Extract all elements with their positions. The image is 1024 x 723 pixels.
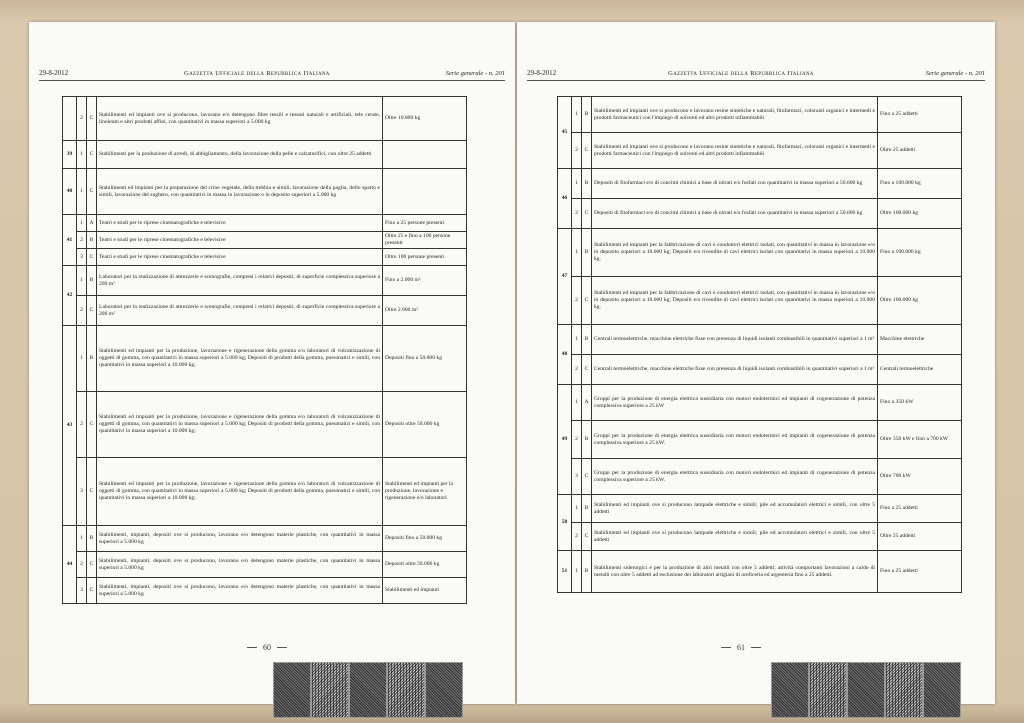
activity-limit: [383, 141, 467, 169]
activity-description: Stabilimenti, impianti, depositi ove si producono, lavorano e/o detengono materie plastiche, con quantitativi in massa superiori a 5.000 kg: [97, 552, 383, 578]
table-row: [558, 277, 962, 325]
activity-limit: Stabilimenti ed impianti: [383, 578, 467, 604]
category-letter: B: [87, 326, 97, 392]
barcode-image: [425, 662, 463, 718]
category-letter: C: [582, 133, 592, 169]
category-letter: C: [87, 249, 97, 266]
activity-description: Stabilimenti ed impianti ove si producono, lavorano e/o detengono fibre tessili e tessuti naturali e artificiali, tele cerate, linoleum e altri prodotti affini, con quantitativi in massa superiori a 5.000 kg: [97, 97, 383, 141]
activity-limit: Fino a 350 kW: [878, 385, 962, 421]
activity-description: Laboratori per la realizzazione di attrezzerie e scenografie, compresi i relativi depositi, di superficie complessiva superiore a 200 m²: [97, 296, 383, 326]
activity-limit: Depositi fino a 50.000 kg: [383, 326, 467, 392]
activity-description: Teatri e studi per le riprese cinematografiche e televisive: [97, 249, 383, 266]
table-row: [558, 229, 962, 277]
category-letter: C: [87, 169, 97, 215]
category-letter: B: [87, 266, 97, 296]
barcode-image: [885, 662, 923, 718]
activity-limit: Fino a 100.000 kg: [878, 229, 962, 277]
category-letter: C: [582, 523, 592, 551]
header-gazette-title: Gazzetta Ufficiale della Repubblica Italiana: [184, 69, 330, 77]
activity-limit: Depositi fino a 50.000 kg: [383, 526, 467, 552]
activity-description: Gruppi per la produzione di energia elettrica sussidiaria con motori endotermici ed impianti di cogenerazione di potenza complessiva superiore a 25 kW.: [592, 459, 878, 495]
table-row: [558, 355, 962, 385]
table-row: [558, 325, 962, 355]
subcategory-number: 1: [77, 169, 87, 215]
activity-description: Stabilimenti ed impianti ove si producono e lavorano resine sintetiche e naturali, fitofarmaci, coloranti organici e intermedi e prodotti farmaceutici con l'impiego di solventi ed altri prodotti infiammabili: [592, 133, 878, 169]
barcode-image: [273, 662, 311, 718]
category-letter: C: [582, 355, 592, 385]
category-letter: B: [582, 97, 592, 133]
activity-description: Stabilimenti, impianti, depositi ove si producono, lavorano e/o detengono materie plastiche, con quantitativi in massa superiori a 5.000 kg: [97, 578, 383, 604]
barcode-image: [847, 662, 885, 718]
subcategory-number: 1: [77, 215, 87, 232]
barcode-image: [771, 662, 809, 718]
table-row: [558, 169, 962, 199]
subcategory-number: 2: [77, 392, 87, 458]
barcode-image: [311, 662, 349, 718]
page-number-dash: [751, 647, 761, 648]
header-series: Serie generale - n. 201: [445, 69, 505, 77]
table-row: [63, 249, 467, 266]
activity-description: Stabilimenti ed impianti per la fabbricazione di cavi e conduttori elettrici isolati, con quantitativi in massa in lavorazione e/o in deposito superiori a 10.000 kg; Depositi e/o rivendite di cavi elettrici isolati con quantitativi in massa superiori a 10.000 kg.: [592, 277, 878, 325]
category-letter: C: [87, 97, 97, 141]
activity-description: Stabilimenti ed impianti per la produzione, lavorazione e rigenerazione della gomma e/o laboratori di vulcanizzazione di oggetti di gomma, con quantitativi in massa superiori a 5.000 kg; Depositi di prodotti della gomma, pneumatici e simili, con quantitativi in massa superiori a 10.000 kg;: [97, 392, 383, 458]
activity-description: Stabilimenti, impianti, depositi ove si producono, lavorano e/o detengono materie plastiche, con quantitativi in massa superiori a 5.000 kg: [97, 526, 383, 552]
subcategory-number: 2: [572, 133, 582, 169]
activity-limit: Oltre 25 addetti: [878, 523, 962, 551]
table-row: [63, 552, 467, 578]
activity-number: 43: [63, 326, 77, 526]
subcategory-number: 2: [572, 199, 582, 229]
subcategory-number: 1: [572, 495, 582, 523]
activity-number: 50: [558, 495, 572, 551]
subcategory-number: 3: [77, 249, 87, 266]
activity-limit: Fino a 2.000 m²: [383, 266, 467, 296]
activity-description: Centrali termoelettriche, macchine elettriche fisse con presenza di liquidi isolanti combustibili in quantitativi superiori a 1 m³: [592, 325, 878, 355]
activity-limit: Depositi oltre 50.000 kg: [383, 392, 467, 458]
subcategory-number: 2: [77, 232, 87, 249]
subcategory-number: 2: [77, 296, 87, 326]
table-row: [558, 459, 962, 495]
activity-limit: Oltre 100 persone presenti: [383, 249, 467, 266]
activity-number: 46: [558, 169, 572, 229]
activity-description: Stabilimenti per la produzione di arredi, di abbigliamento, della lavorazione della pelle e calzaturifici, con oltre 25 addetti: [97, 141, 383, 169]
table-row: [63, 266, 467, 296]
activity-number: 47: [558, 229, 572, 325]
activity-limit: Macchine elettriche: [878, 325, 962, 355]
category-letter: B: [582, 325, 592, 355]
activity-limit: Oltre 700 kW: [878, 459, 962, 495]
activity-description: Teatri e studi per le riprese cinematografiche e televisive: [97, 232, 383, 249]
page-left: [29, 22, 515, 704]
subcategory-number: 1: [572, 169, 582, 199]
table-row: [558, 495, 962, 523]
activities-table: [557, 96, 962, 593]
category-letter: A: [582, 385, 592, 421]
subcategory-number: 1: [77, 266, 87, 296]
table-row: [63, 97, 467, 141]
category-letter: A: [87, 215, 97, 232]
subcategory-number: 2: [77, 552, 87, 578]
barcode-image: [809, 662, 847, 718]
activity-limit: Oltre 100.000 kg: [878, 199, 962, 229]
table-row: [63, 232, 467, 249]
activity-limit: Depositi oltre 50.000 kg: [383, 552, 467, 578]
activity-description: Stabilimenti ed impianti ove si producono e lavorano resine sintetiche e naturali, fitofarmaci, coloranti organici e intermedi e prodotti farmaceutici con l'impiego di solventi ed altri prodotti infiammabili: [592, 97, 878, 133]
category-letter: C: [582, 459, 592, 495]
table-row: [63, 215, 467, 232]
activity-limit: Oltre 350 kW e fino a 700 kW: [878, 421, 962, 459]
activity-limit: [383, 169, 467, 215]
subcategory-number: 1: [77, 526, 87, 552]
activity-description: Stabilimenti ed impianti ove si producono lampade elettriche e simili; pile ed accumulatori elettrici e simili, con oltre 5 addetti: [592, 495, 878, 523]
page-number-value: 61: [737, 643, 745, 652]
subcategory-number: 3: [77, 578, 87, 604]
activity-limit: Fino a 100.000 kg: [878, 169, 962, 199]
activity-description: Gruppi per la produzione di energia elettrica sussidiaria con motori endotermici ed impianti di cogenerazione di potenza complessiva superiore a 25 kW.: [592, 421, 878, 459]
activity-limit: Oltre 25 addetti: [878, 133, 962, 169]
barcode-image: [349, 662, 387, 718]
category-letter: C: [87, 552, 97, 578]
subcategory-number: 2: [572, 421, 582, 459]
activity-number: 42: [63, 266, 77, 326]
activity-number: 39: [63, 141, 77, 169]
page-number: [247, 643, 287, 652]
table-row: [63, 578, 467, 604]
page-number-dash: [277, 647, 287, 648]
subcategory-number: 1: [572, 97, 582, 133]
activity-description: Centrali termoelettriche, macchine elettriche fisse con presenza di liquidi isolanti combustibili in quantitativi superiori a 1 m³: [592, 355, 878, 385]
page-number-value: 60: [263, 643, 271, 652]
activity-description: Gruppi per la produzione di energia elettrica sussidiaria con motori endotermici ed impianti di cogenerazione di potenza complessiva superiore a 25 kW: [592, 385, 878, 421]
activity-description: Depositi di fitofarmaci e/o di concimi chimici a base di nitrati e/o fosfati con quantitativi in massa superiori a 50.000 kg: [592, 169, 878, 199]
header-date: 29-8-2012: [527, 69, 557, 77]
activity-limit: Fino a 25 addetti: [878, 495, 962, 523]
activity-limit: Oltre 100.000 kg: [878, 277, 962, 325]
subcategory-number: 2: [572, 523, 582, 551]
subcategory-number: 1: [572, 551, 582, 593]
category-letter: C: [87, 392, 97, 458]
table-row: [63, 326, 467, 392]
activity-description: Depositi di fitofarmaci e/o di concimi chimici a base di nitrati e/o fosfati con quantitativi in massa superiori a 50.000 kg: [592, 199, 878, 229]
activity-limit: Stabilimenti ed impianti per la produzione, lavorazione e rigenerazione e/o laboratori: [383, 458, 467, 526]
activity-description: Stabilimenti ed impianti per la produzione, lavorazione e rigenerazione della gomma e/o laboratori di vulcanizzazione di oggetti di gomma, con quantitativi in massa superiori a 5.000 kg; Depositi di prodotti della gomma, pneumatici e simili, con quantitativi in massa superiori a 10.000 kg;: [97, 458, 383, 526]
activity-description: Laboratori per la realizzazione di attrezzerie e scenografie, compresi i relativi depositi, di superficie complessiva superiore a 200 m²: [97, 266, 383, 296]
category-letter: C: [582, 199, 592, 229]
table-row: [63, 169, 467, 215]
category-letter: B: [582, 229, 592, 277]
category-letter: C: [87, 578, 97, 604]
table-row: [63, 141, 467, 169]
subcategory-number: 3: [77, 458, 87, 526]
page-header: [39, 66, 505, 81]
category-letter: B: [87, 232, 97, 249]
activity-limit: Fino a 25 addetti: [878, 551, 962, 593]
activity-description: Stabilimenti siderurgici e per la produzione di altri metalli con oltre 5 addetti; attività comportanti lavorazioni a caldo di metalli con oltre 5 addetti ad esclusione dei laboratori artigiani di oreficeria ed argenteria fino a 25 addetti.: [592, 551, 878, 593]
activity-description: Stabilimenti ed impianti per la preparazione del crine vegetale, della trebbia e simili, lavorazione della paglia, dello sparto e simili, lavorazione del sughero, con quantitativi in massa in lavorazione o in deposito superiori a 5.000 kg: [97, 169, 383, 215]
category-letter: B: [582, 551, 592, 593]
activity-number: 44: [63, 526, 77, 604]
category-letter: B: [87, 526, 97, 552]
table-row: [558, 523, 962, 551]
activity-number: [63, 97, 77, 141]
activity-limit: Fino a 25 addetti: [878, 97, 962, 133]
table-row: [558, 421, 962, 459]
barcode-image: [387, 662, 425, 718]
header-gazette-title: Gazzetta Ufficiale della Repubblica Italiana: [668, 69, 814, 77]
activity-number: 49: [558, 385, 572, 495]
subcategory-number: 1: [572, 325, 582, 355]
category-letter: C: [582, 277, 592, 325]
page-number-dash: [247, 647, 257, 648]
table-row: [558, 97, 962, 133]
subcategory-number: 1: [77, 326, 87, 392]
page-number: [721, 643, 761, 652]
table-row: [558, 551, 962, 593]
activity-number: 45: [558, 97, 572, 169]
barcode-image: [923, 662, 961, 718]
category-letter: C: [87, 141, 97, 169]
subcategory-number: 2: [77, 97, 87, 141]
table-row: [558, 199, 962, 229]
activity-description: Stabilimenti ed impianti per la fabbricazione di cavi e conduttori elettrici isolati, con quantitativi in massa in lavorazione e/o in deposito superiori a 10.000 kg; Depositi e/o rivendite di cavi elettrici isolati con quantitativi in massa superiori a 10.000 kg.: [592, 229, 878, 277]
activities-table: [62, 96, 467, 604]
table-row: [63, 392, 467, 458]
subcategory-number: 2: [572, 277, 582, 325]
table-row: [63, 296, 467, 326]
category-letter: B: [582, 495, 592, 523]
page-right: [517, 22, 995, 704]
header-series: Serie generale - n. 201: [925, 69, 985, 77]
activity-number: 40: [63, 169, 77, 215]
activity-limit: Oltre 2.000 m²: [383, 296, 467, 326]
table-row: [63, 458, 467, 526]
page-number-dash: [721, 647, 731, 648]
category-letter: B: [582, 421, 592, 459]
activity-number: 51: [558, 551, 572, 593]
table-row: [63, 526, 467, 552]
activity-number: 48: [558, 325, 572, 385]
activity-limit: Oltre 25 e fino a 100 persone presenti: [383, 232, 467, 249]
subcategory-number: 1: [77, 141, 87, 169]
category-letter: B: [582, 169, 592, 199]
table-row: [558, 133, 962, 169]
activity-description: Teatri e studi per le riprese cinematografiche e televisive: [97, 215, 383, 232]
category-letter: C: [87, 296, 97, 326]
activity-description: Stabilimenti ed impianti per la produzione, lavorazione e rigenerazione della gomma e/o laboratori di vulcanizzazione di oggetti di gomma, con quantitativi in massa superiori a 5.000 kg; Depositi di prodotti della gomma, pneumatici e simili, con quantitativi in massa superiori a 10.000 kg;: [97, 326, 383, 392]
page-header: [527, 66, 985, 81]
activity-limit: Fino a 25 persone presenti: [383, 215, 467, 232]
subcategory-number: 2: [572, 355, 582, 385]
activity-description: Stabilimenti ed impianti ove si producono lampade elettriche e simili; pile ed accumulatori elettrici e simili, con oltre 5 addetti: [592, 523, 878, 551]
subcategory-number: 1: [572, 229, 582, 277]
header-date: 29-8-2012: [39, 69, 69, 77]
activity-limit: Oltre 10.000 kg: [383, 97, 467, 141]
table-row: [558, 385, 962, 421]
subcategory-number: 3: [572, 459, 582, 495]
activity-limit: Centrali termoelettriche: [878, 355, 962, 385]
subcategory-number: 1: [572, 385, 582, 421]
activity-number: 41: [63, 215, 77, 266]
category-letter: C: [87, 458, 97, 526]
